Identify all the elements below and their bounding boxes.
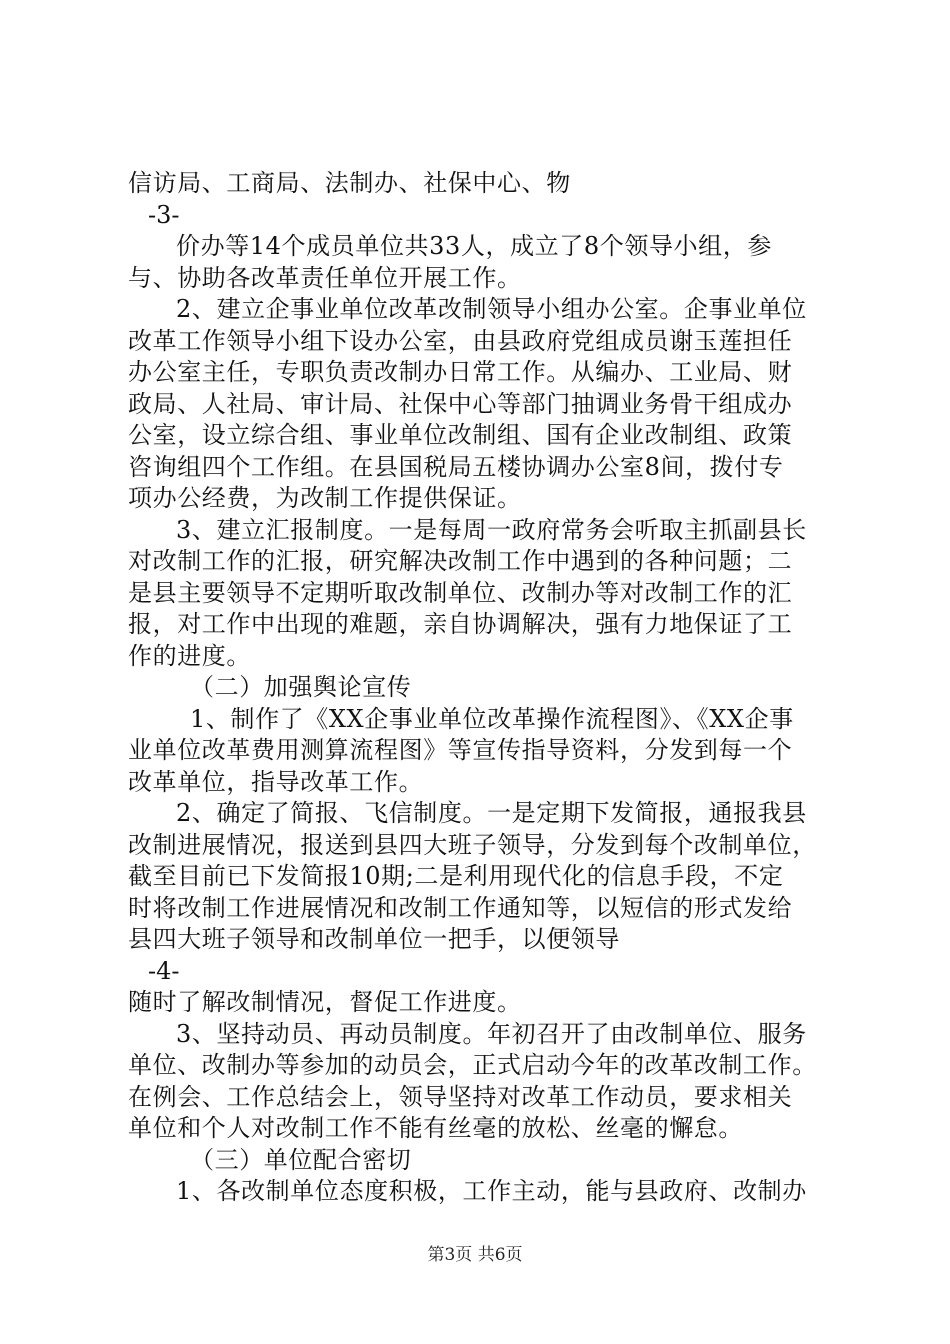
- body-line: 改革工作领导小组下设办公室，由县政府党组成员谢玉莲担任: [128, 326, 793, 355]
- body-line: 2、确定了简报、飞信制度。一是定期下发简报，通报我县: [176, 799, 807, 827]
- page-footer: 第3页 共6页: [427, 1245, 523, 1265]
- body-line: 与、协助各改革责任单位开展工作。: [128, 263, 522, 292]
- section-heading: （二）加强舆论宣传: [190, 673, 412, 701]
- body-line: 公室，设立综合组、事业单位改制组、国有企业改制组、政策: [128, 421, 793, 449]
- body-line: 随时了解改制情况，督促工作进度。: [128, 988, 522, 1016]
- body-line: 项办公经费，为改制工作提供保证。: [128, 484, 522, 512]
- body-line: 县四大班子领导和改制单位一把手，以便领导: [128, 925, 620, 953]
- body-line: 信访局、工商局、法制办、社保中心、物: [128, 169, 571, 197]
- body-line: 单位、改制办等参加的动员会，正式启动今年的改革改制工作。: [128, 1051, 817, 1079]
- body-line: 截至目前已下发简报10期;二是利用现代化的信息手段，不定: [128, 862, 784, 890]
- body-line: 1、制作了《XX企事业单位改革操作流程图》、《XX企事: [190, 704, 794, 733]
- section-heading: （三）单位配合密切: [190, 1145, 412, 1174]
- body-line: 是县主要领导不定期听取改制单位、改制办等对改制工作的汇: [128, 578, 793, 607]
- body-line: 1、各改制单位态度积极，工作主动，能与县政府、改制办: [176, 1177, 807, 1205]
- body-line: 时将改制工作进展情况和改制工作通知等，以短信的形式发给: [128, 893, 793, 922]
- body-line: 3、坚持动员、再动员制度。年初召开了由改制单位、服务: [176, 1019, 807, 1048]
- body-line: 业单位改革费用测算流程图》等宣传指导资料，分发到每一个: [128, 736, 793, 764]
- page-marker: -4-: [148, 956, 180, 985]
- body-line: 报，对工作中出现的难题，亲自协调解决，强有力地保证了工: [128, 610, 793, 638]
- body-line: 单位和个人对改制工作不能有丝毫的放松、丝毫的懈怠。: [128, 1114, 743, 1142]
- body-line: 在例会、工作总结会上，领导坚持对改革工作动员，要求相关: [128, 1082, 793, 1111]
- body-line: 政局、人社局、审计局、社保中心等部门抽调业务骨干组成办: [128, 389, 793, 418]
- page-marker: -3-: [148, 200, 180, 229]
- body-line: 2、建立企事业单位改革改制领导小组办公室。企事业单位: [176, 295, 807, 323]
- body-line: 改革单位，指导改革工作。: [128, 767, 424, 796]
- body-line: 作的进度。: [128, 641, 251, 670]
- body-line: 咨询组四个工作组。在县国税局五楼协调办公室8间，拨付专: [128, 452, 784, 481]
- body-line: 对改制工作的汇报，研究解决改制工作中遇到的各种问题；二: [128, 547, 793, 575]
- body-line: 改制进展情况，报送到县四大班子领导，分发到每个改制单位，: [128, 830, 817, 859]
- body-line: 3、建立汇报制度。一是每周一政府常务会听取主抓副县长: [176, 515, 807, 544]
- body-line: 价办等14个成员单位共33人，成立了8个领导小组，参: [176, 232, 772, 260]
- body-line: 办公室主任，专职负责改制办日常工作。从编办、工业局、财: [128, 358, 793, 386]
